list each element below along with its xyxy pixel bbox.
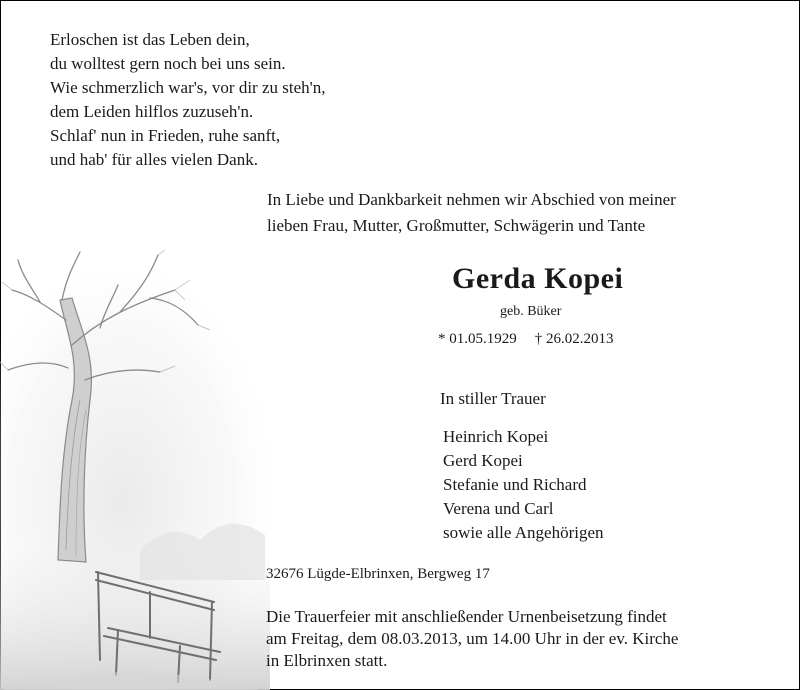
poem-line: Schlaf' nun in Frieden, ruhe sanft,	[50, 126, 281, 145]
funeral-line: Die Trauerfeier mit anschließender Urnenbeisetzung findet	[266, 607, 667, 626]
funeral-line: in Elbrinxen statt.	[266, 651, 388, 670]
life-dates	[438, 331, 614, 348]
death-date: † 26.02.2013	[534, 331, 614, 347]
birth-date: * 01.05.1929	[438, 331, 517, 347]
birth-name: geb. Büker	[500, 304, 562, 319]
poem-line: Wie schmerzlich war's, vor dir zu steh'n,	[50, 78, 326, 97]
farewell-intro	[267, 187, 676, 239]
mourner-name: Stefanie und Richard	[443, 475, 587, 494]
mourner-name: sowie alle Angehörigen	[443, 523, 604, 542]
intro-line: In Liebe und Dankbarkeit nehmen wir Abschied von meiner	[267, 190, 676, 209]
mourners-list	[443, 425, 604, 545]
mourner-name: Verena und Carl	[443, 499, 554, 518]
deceased-name: Gerda Kopei	[452, 262, 624, 295]
funeral-line: am Freitag, dem 08.03.2013, um 14.00 Uhr in der ev. Kirche	[266, 629, 679, 648]
poem-line: Erloschen ist das Leben dein,	[50, 30, 250, 49]
poem	[50, 28, 325, 172]
intro-line: lieben Frau, Mutter, Großmutter, Schwägerin und Tante	[267, 216, 646, 235]
family-address: 32676 Lügde-Elbrinxen, Bergweg 17	[266, 566, 490, 582]
funeral-info	[266, 606, 678, 672]
tree-bench-illustration	[0, 250, 270, 690]
mourner-name: Heinrich Kopei	[443, 427, 549, 446]
poem-line: und hab' für alles vielen Dank.	[50, 150, 258, 169]
poem-line: dem Leiden hilflos zuzuseh'n.	[50, 102, 254, 121]
mourning-heading: In stiller Trauer	[440, 389, 546, 408]
mourner-name: Gerd Kopei	[443, 451, 523, 470]
poem-line: du wolltest gern noch bei uns sein.	[50, 54, 286, 73]
